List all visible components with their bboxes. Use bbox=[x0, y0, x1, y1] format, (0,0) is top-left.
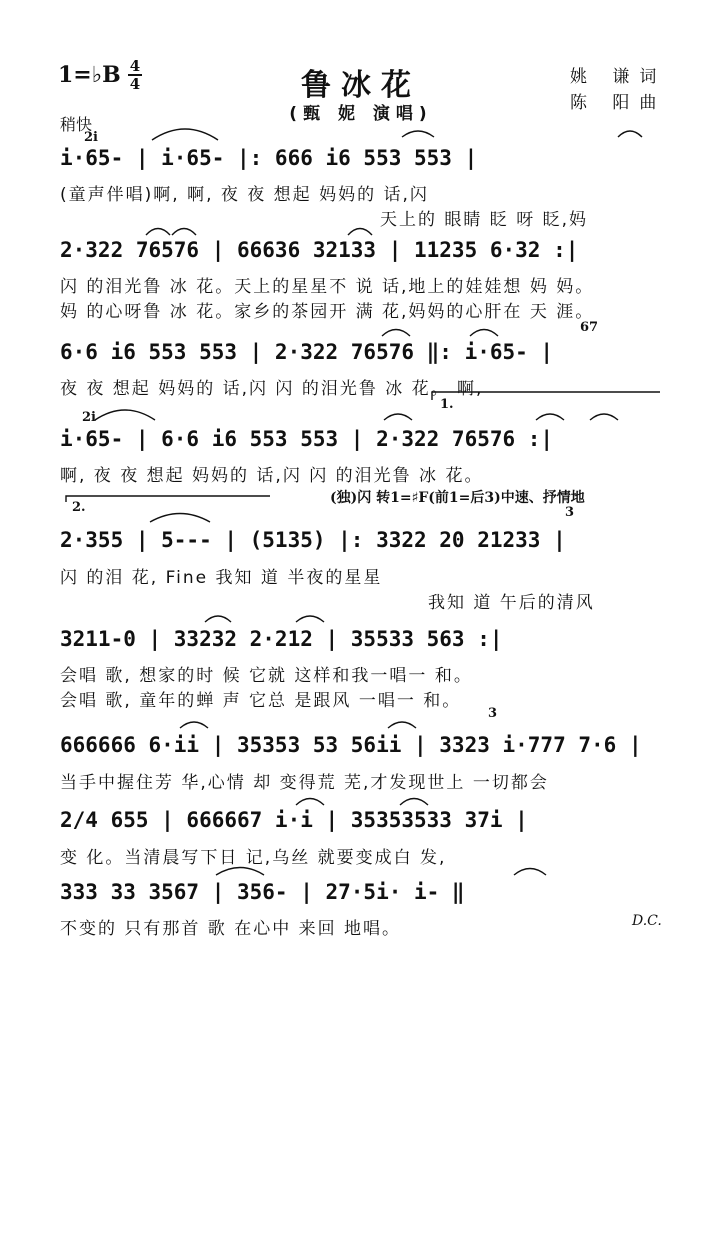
slur bbox=[216, 868, 264, 876]
lyric-row-5a: 闪 的泪 花, Fine 我知 道 半夜的星星 bbox=[60, 568, 383, 588]
slur bbox=[536, 414, 564, 420]
volta-2-label: 2. bbox=[72, 500, 86, 515]
page-title: 鲁冰花 bbox=[301, 68, 421, 103]
lyric-row-9: 不变的 只有那首 歌 在心中 来回 地唱。 bbox=[60, 919, 402, 939]
dc-marking: D.C. bbox=[632, 913, 662, 929]
lyric-row-6a: 会唱 歌, 想家的时 候 它就 这样和我一唱一 和。 bbox=[60, 666, 473, 686]
notation-row-4: i·65- | 6·6 i6 553 553 | 2·322 76576 :| bbox=[60, 427, 554, 451]
slur bbox=[150, 514, 210, 523]
slur bbox=[590, 414, 618, 420]
slur bbox=[400, 799, 428, 806]
notation-row-5: 2·355 | 5--- | (5135) |: 3322 20 21233 | bbox=[60, 528, 566, 552]
page-subtitle: (甄 妮 演唱) bbox=[289, 104, 433, 124]
lyricist-credit: 姚 谦词 bbox=[570, 67, 667, 87]
grace-note-1: 2i bbox=[84, 130, 98, 145]
lyric-row-3: 夜 夜 想起 妈妈的 话,闪 闪 的泪光鲁 冰 花。 啊, bbox=[60, 379, 484, 399]
lyric-row-1a: (童声伴唱)啊, 啊, 夜 夜 想起 妈妈的 话,闪 bbox=[60, 185, 429, 205]
slur bbox=[296, 799, 324, 806]
slur bbox=[470, 330, 498, 337]
lyric-row-8: 变 化。当清晨写下日 记,乌丝 就要变成白 发, bbox=[60, 848, 447, 868]
slur bbox=[172, 229, 196, 236]
composer-credit: 陈 阳曲 bbox=[570, 93, 667, 113]
tempo-marking: 稍快 bbox=[60, 115, 93, 134]
solo-direction: (独)闪 转1=♯F(前1=后3)中速、抒情地 bbox=[330, 490, 585, 506]
lyric-row-1b: 天上的 眼睛 眨 呀 眨,妈 bbox=[380, 210, 589, 230]
slur bbox=[388, 722, 416, 728]
slur bbox=[382, 330, 410, 337]
time-signature-bottom: 4 bbox=[129, 75, 141, 93]
triplet-mark-1: 3 bbox=[565, 505, 575, 520]
slur bbox=[402, 131, 434, 137]
time-signature-top: 4 bbox=[129, 57, 141, 75]
volta-1-bracket bbox=[432, 392, 660, 400]
volta-2-bracket bbox=[66, 496, 270, 502]
slur bbox=[618, 131, 642, 137]
slur bbox=[384, 414, 412, 420]
lyric-row-6b: 会唱 歌, 童年的蝉 声 它总 是跟风 一唱一 和。 bbox=[60, 691, 462, 711]
slur bbox=[348, 229, 372, 236]
slur bbox=[514, 869, 546, 876]
notation-row-1: i·65- | i·65- |: 666 i6 553 553 | bbox=[60, 146, 478, 170]
grace-note-2: 67 bbox=[580, 320, 599, 335]
slur bbox=[95, 410, 155, 420]
lyric-row-4: 啊, 夜 夜 想起 妈妈的 话,闪 闪 的泪光鲁 冰 花。 bbox=[60, 466, 484, 486]
notation-row-2: 2·322 76576 | 66636 32133 | 11235 6·32 :| bbox=[60, 238, 579, 262]
lyric-row-2a: 闪 的泪光鲁 冰 花。天上的星星不 说 话,地上的娃娃想 妈 妈。 bbox=[60, 277, 595, 297]
triplet-mark-2: 3 bbox=[488, 706, 498, 721]
notation-row-6: 3211-0 | 33232 2·212 | 35533 563 :| bbox=[60, 627, 503, 651]
lyric-row-2b: 妈 的心呀鲁 冰 花。家乡的茶园开 满 花,妈妈的心肝在 天 涯。 bbox=[60, 302, 595, 322]
notation-row-3: 6·6 i6 553 553 | 2·322 76576 ‖: i·65- | bbox=[60, 340, 554, 364]
slur bbox=[146, 229, 170, 236]
volta-1-label: 1. bbox=[440, 397, 454, 412]
slur bbox=[296, 616, 324, 622]
notation-row-7: 666666 6·ii | 35353 53 56ii | 3323 i·777 7·6 | bbox=[60, 733, 642, 757]
notation-row-9: 333 33 3567 | 356- | 27·5i· i- ‖ bbox=[60, 880, 465, 904]
slur bbox=[152, 129, 218, 140]
slur bbox=[180, 722, 208, 728]
slur bbox=[205, 616, 231, 622]
grace-note-3: 2i bbox=[82, 410, 96, 425]
notation-row-8: 2/4 655 | 666667 i·i | 35353533 37i | bbox=[60, 808, 528, 832]
lyric-row-5b: 我知 道 午后的清风 bbox=[428, 593, 595, 613]
lyric-row-7: 当手中握住芳 华,心情 却 变得荒 芜,才发现世上 一切都会 bbox=[60, 773, 549, 793]
key-signature: 1=♭B bbox=[58, 62, 121, 88]
